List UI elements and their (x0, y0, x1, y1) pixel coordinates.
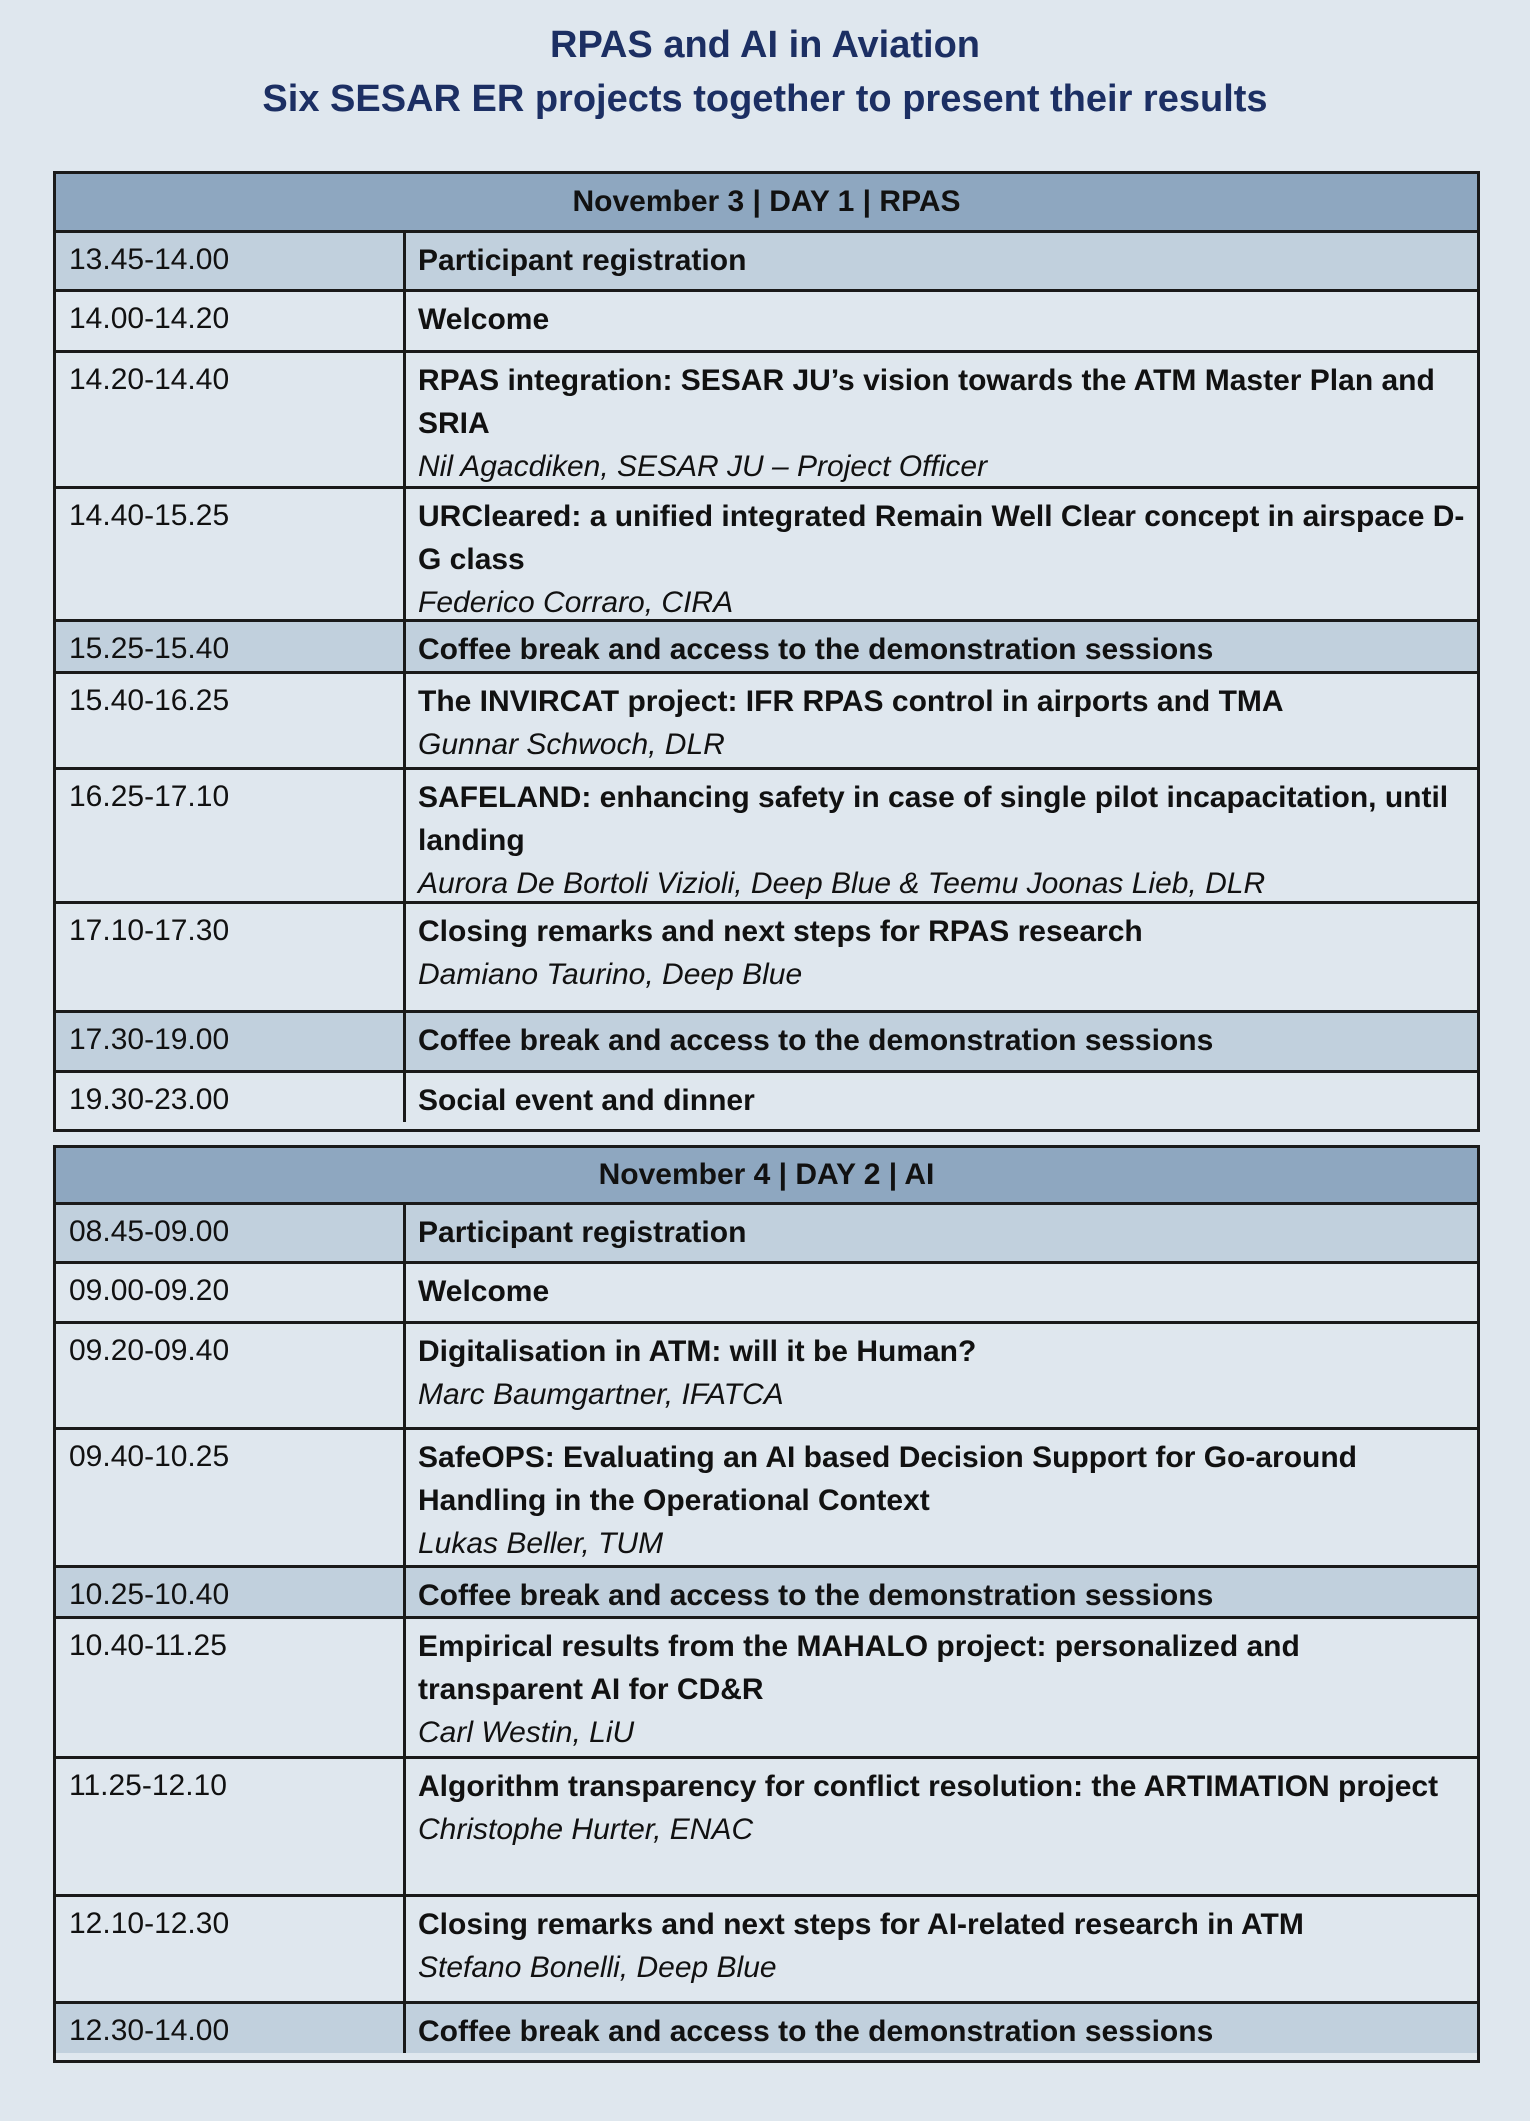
time-cell: 12.10-12.30 (56, 1897, 406, 2001)
speaker: Christophe Hurter, ENAC (418, 1813, 754, 1846)
session-cell (406, 233, 1477, 289)
session-cell (406, 674, 1477, 767)
time-cell: 17.30-19.00 (56, 1013, 406, 1070)
time-cell: 19.30-23.00 (56, 1073, 406, 1122)
session-title: Coffee break and access to the demonstration sessions (418, 2015, 1214, 2048)
speaker: Marc Baumgartner, IFATCA (418, 1378, 784, 1411)
session-title: SAFELAND: enhancing safety in case of single pilot incapacitation, until landing (418, 781, 1449, 857)
session-title: Algorithm transparency for conflict resolution: the ARTIMATION project (418, 1770, 1439, 1803)
session-title: Coffee break and access to the demonstration sessions (418, 633, 1214, 666)
speaker: Carl Westin, LiU (418, 1716, 635, 1749)
time-cell: 08.45-09.00 (56, 1205, 406, 1261)
table-row (56, 292, 1477, 353)
speaker: Aurora De Bortoli Vizioli, Deep Blue & Teemu Joonas Lieb, DLR (418, 867, 1266, 900)
time-cell: 17.10-17.30 (56, 904, 406, 1010)
table-row (56, 1205, 1477, 1264)
time-cell: 09.40-10.25 (56, 1430, 406, 1565)
session-cell (406, 904, 1477, 1010)
session-cell (406, 1205, 1477, 1261)
time-cell: 12.30-14.00 (56, 2004, 406, 2053)
session-title: Empirical results from the MAHALO project: personalized and transparent AI for CD&R (418, 1630, 1300, 1706)
time-cell: 15.40-16.25 (56, 674, 406, 767)
table-row (56, 1897, 1477, 2004)
speaker: Federico Corraro, CIRA (418, 586, 734, 619)
speaker: Gunnar Schwoch, DLR (418, 728, 725, 761)
table-row (56, 1013, 1477, 1073)
session-cell (406, 1759, 1477, 1894)
session-cell (406, 1013, 1477, 1070)
speaker: Stefano Bonelli, Deep Blue (418, 1951, 777, 1984)
table-row (56, 1324, 1477, 1430)
session-title: Welcome (418, 1275, 550, 1308)
session-cell (406, 1619, 1477, 1756)
table-row (56, 1264, 1477, 1324)
day1-heading: November 3 | DAY 1 | RPAS (56, 174, 1477, 233)
session-title: Closing remarks and next steps for AI-related research in ATM (418, 1908, 1304, 1941)
table-row (56, 1430, 1477, 1568)
speaker: Nil Agacdiken, SESAR JU – Project Officer (418, 450, 988, 483)
time-cell: 09.20-09.40 (56, 1324, 406, 1427)
table-row (56, 770, 1477, 904)
session-cell (406, 1324, 1477, 1427)
session-cell (406, 1568, 1477, 1616)
session-title: Welcome (418, 303, 550, 336)
table-row (56, 1568, 1477, 1619)
table-row (56, 233, 1477, 292)
table-row (56, 1619, 1477, 1759)
session-cell (406, 1264, 1477, 1321)
session-title: Coffee break and access to the demonstration sessions (418, 1579, 1214, 1612)
session-title: Coffee break and access to the demonstration sessions (418, 1024, 1214, 1057)
session-cell (406, 292, 1477, 350)
session-title: URCleared: a unified integrated Remain Well Clear concept in airspace D-G class (418, 500, 1465, 576)
time-cell: 14.40-15.25 (56, 489, 406, 619)
speaker: Lukas Beller, TUM (418, 1527, 664, 1560)
session-title: SafeOPS: Evaluating an AI based Decision Support for Go-around Handling in the Operational Context (418, 1441, 1358, 1517)
day2-heading: November 4 | DAY 2 | AI (56, 1148, 1477, 1205)
session-title: Participant registration (418, 1216, 747, 1249)
table-row (56, 622, 1477, 674)
table-row (56, 674, 1477, 770)
title-line-1: RPAS and AI in Aviation (550, 24, 980, 66)
time-cell: 13.45-14.00 (56, 233, 406, 289)
table-row (56, 489, 1477, 622)
table-row (56, 1759, 1477, 1897)
time-cell: 09.00-09.20 (56, 1264, 406, 1321)
session-title: Social event and dinner (418, 1084, 755, 1117)
session-title: Participant registration (418, 244, 747, 277)
session-title: Closing remarks and next steps for RPAS research (418, 915, 1143, 948)
table-row (56, 904, 1477, 1013)
time-cell: 11.25-12.10 (56, 1759, 406, 1894)
session-title: Digitalisation in ATM: will it be Human? (418, 1335, 977, 1368)
time-cell: 15.25-15.40 (56, 622, 406, 671)
session-cell (406, 622, 1477, 671)
time-cell: 14.20-14.40 (56, 353, 406, 486)
time-cell: 16.25-17.10 (56, 770, 406, 901)
session-cell (406, 1073, 1477, 1122)
time-cell: 14.00-14.20 (56, 292, 406, 350)
table-row (56, 353, 1477, 489)
page-title (0, 18, 1530, 126)
time-cell: 10.40-11.25 (56, 1619, 406, 1756)
session-cell (406, 1897, 1477, 2001)
session-cell (406, 1430, 1477, 1565)
title-line-2: Six SESAR ER projects together to present their results (262, 78, 1268, 120)
session-cell (406, 2004, 1477, 2053)
day2-agenda-table (53, 1145, 1480, 2063)
speaker: Damiano Taurino, Deep Blue (418, 958, 803, 991)
session-cell (406, 770, 1477, 901)
session-title: RPAS integration: SESAR JU’s vision towards the ATM Master Plan and SRIA (418, 364, 1435, 440)
table-row (56, 1073, 1477, 1122)
session-title: The INVIRCAT project: IFR RPAS control in airports and TMA (418, 685, 1284, 718)
session-cell (406, 353, 1477, 486)
session-cell (406, 489, 1477, 619)
time-cell: 10.25-10.40 (56, 1568, 406, 1616)
day1-agenda-table (53, 171, 1480, 1132)
table-row (56, 2004, 1477, 2053)
